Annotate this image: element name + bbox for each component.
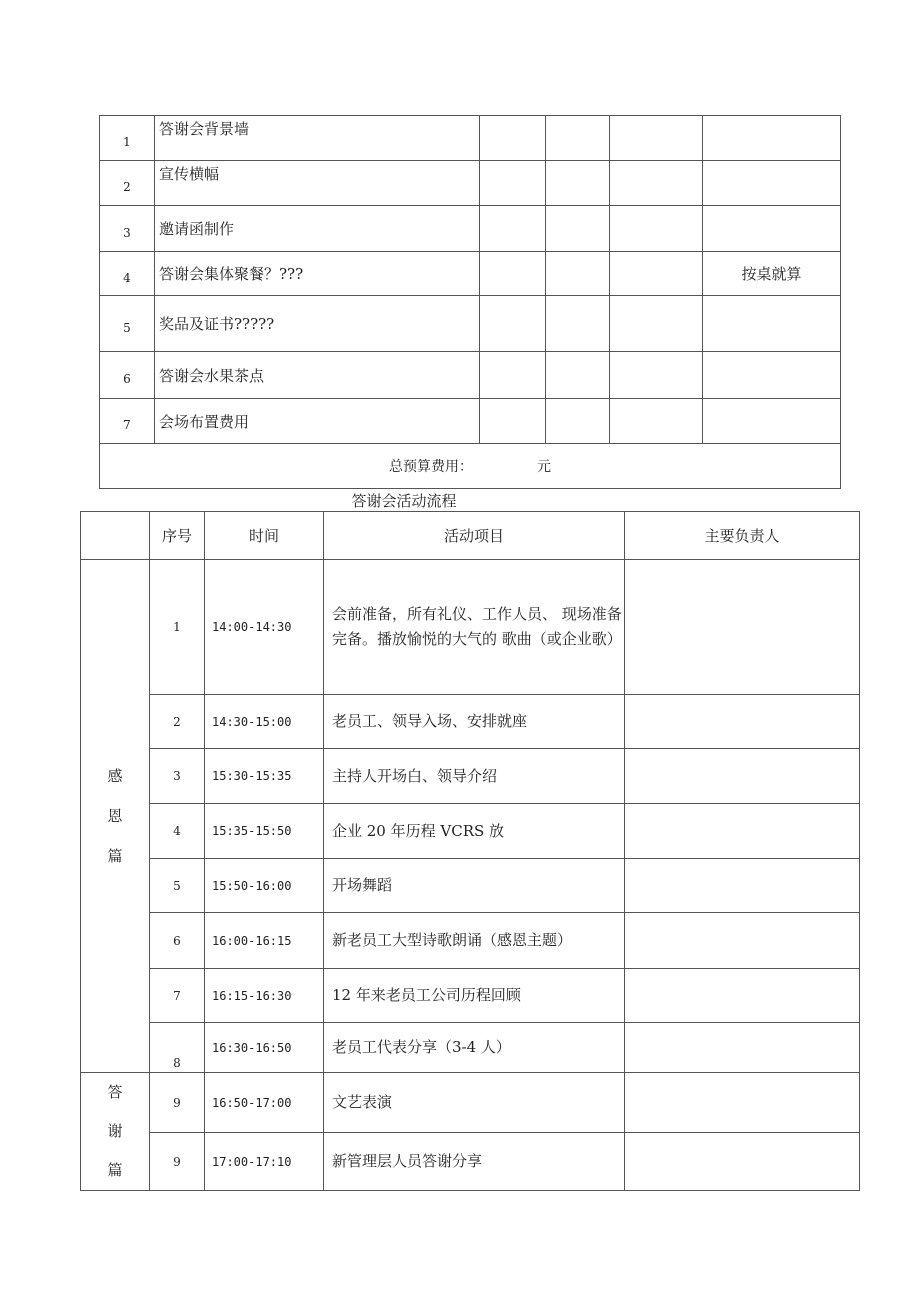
- flow-row-activity: 开场舞蹈: [324, 859, 625, 913]
- flow-row-time: 16:30-16:50: [205, 1023, 324, 1073]
- section-char: 恩: [107, 807, 123, 825]
- flow-row-owner: [625, 560, 860, 695]
- budget-cell: [480, 252, 546, 296]
- budget-row: [100, 352, 841, 399]
- flow-row: [81, 1023, 860, 1073]
- flow-row-time: 15:35-15:50: [205, 804, 324, 859]
- flow-row-owner: [625, 913, 860, 969]
- header-blank-cell: [81, 512, 150, 560]
- flow-row-number: 9: [150, 1073, 205, 1133]
- budget-row-note: [703, 161, 841, 206]
- budget-row-number: 3: [100, 206, 155, 252]
- section-thanks: [81, 1073, 150, 1191]
- budget-row: [100, 296, 841, 352]
- flow-row-activity: 12 年来老员工公司历程回顾: [324, 969, 625, 1023]
- flow-row-activity: 会前准备，所有礼仪、工作人员、 现场准备完备。播放愉悦的大气的 歌曲（或企业歌）: [324, 560, 625, 695]
- budget-row: [100, 161, 841, 206]
- flow-row-owner: [625, 1133, 860, 1191]
- budget-row-item: 邀请函制作: [155, 206, 480, 252]
- flow-row-time: 16:50-17:00: [205, 1073, 324, 1133]
- flow-row-activity: 文艺表演: [324, 1073, 625, 1133]
- flow-header-row: [81, 512, 860, 560]
- flow-row: [81, 859, 860, 913]
- budget-cell: [546, 296, 610, 352]
- flow-row-number: 1: [150, 560, 205, 695]
- flow-row-time: 14:00-14:30: [205, 560, 324, 695]
- section-char: 篇: [107, 1161, 123, 1179]
- flow-row: [81, 913, 860, 969]
- budget-total-label: 总预算费用：: [389, 459, 473, 475]
- flow-row-time: 17:00-17:10: [205, 1133, 324, 1191]
- flow-row-owner: [625, 695, 860, 749]
- budget-row-item: 奖品及证书?????: [155, 296, 480, 352]
- flow-row-activity: 新管理层人员答谢分享: [324, 1133, 625, 1191]
- budget-cell: [546, 206, 610, 252]
- budget-row-item: 会场布置费用: [155, 399, 480, 444]
- flow-row-number: 3: [150, 749, 205, 804]
- budget-table: [99, 115, 841, 489]
- flow-row-activity: 主持人开场白、领导介绍: [324, 749, 625, 804]
- flow-row-number: 2: [150, 695, 205, 749]
- budget-row-number: 7: [100, 399, 155, 444]
- flow-row-time: 15:50-16:00: [205, 859, 324, 913]
- budget-row-note: [703, 399, 841, 444]
- budget-row-number: 4: [100, 252, 155, 296]
- budget-row: [100, 399, 841, 444]
- section-char: 答: [107, 1083, 123, 1101]
- budget-row-number: 6: [100, 352, 155, 399]
- flow-row-owner: [625, 859, 860, 913]
- flow-row-number: 6: [150, 913, 205, 969]
- budget-cell: [546, 252, 610, 296]
- flow-row-number: 8: [150, 1023, 205, 1073]
- budget-total: [100, 444, 841, 489]
- flow-row-number: 5: [150, 859, 205, 913]
- flow-row: [81, 695, 860, 749]
- flow-row: [81, 969, 860, 1023]
- budget-row-item: 答谢会背景墙: [155, 116, 480, 161]
- section-char: 谢: [107, 1122, 123, 1140]
- flow-row-number: 9: [150, 1133, 205, 1191]
- budget-cell: [480, 116, 546, 161]
- budget-row-note: [703, 296, 841, 352]
- budget-cell: [546, 352, 610, 399]
- header-time: 时间: [205, 512, 324, 560]
- budget-row-note: [703, 116, 841, 161]
- budget-row: [100, 206, 841, 252]
- budget-row-note: [703, 352, 841, 399]
- budget-cell: [610, 206, 703, 252]
- flow-row: [81, 1073, 860, 1133]
- section-char: 篇: [107, 847, 123, 865]
- budget-row: [100, 116, 841, 161]
- flow-row-owner: [625, 969, 860, 1023]
- flow-table: [80, 511, 860, 1191]
- flow-row: [81, 749, 860, 804]
- flow-row: [81, 560, 860, 695]
- budget-cell: [480, 296, 546, 352]
- flow-row-time: 14:30-15:00: [205, 695, 324, 749]
- budget-total-unit: 元: [537, 459, 551, 475]
- flow-row-activity: 企业 20 年历程 VCRS 放: [324, 804, 625, 859]
- header-owner: 主要负责人: [625, 512, 860, 560]
- budget-total-row: [100, 444, 841, 489]
- budget-cell: [546, 399, 610, 444]
- flow-title: 答谢会活动流程: [351, 492, 457, 510]
- budget-cell: [546, 161, 610, 206]
- budget-row-item: 宣传横幅: [155, 161, 480, 206]
- flow-row-time: 15:30-15:35: [205, 749, 324, 804]
- budget-cell: [546, 116, 610, 161]
- budget-cell: [480, 161, 546, 206]
- flow-row: [81, 804, 860, 859]
- flow-row-owner: [625, 1073, 860, 1133]
- budget-row-note: [703, 206, 841, 252]
- flow-row-time: 16:00-16:15: [205, 913, 324, 969]
- flow-row-time: 16:15-16:30: [205, 969, 324, 1023]
- flow-row-owner: [625, 804, 860, 859]
- flow-row-owner: [625, 749, 860, 804]
- flow-row-activity: 新老员工大型诗歌朗诵（感恩主题）: [324, 913, 625, 969]
- budget-cell: [610, 399, 703, 444]
- budget-row-number: 2: [100, 161, 155, 206]
- header-seq: 序号: [150, 512, 205, 560]
- budget-row-number: 5: [100, 296, 155, 352]
- budget-cell: [610, 352, 703, 399]
- budget-row-number: 1: [100, 116, 155, 161]
- section-gratitude: [81, 560, 150, 1073]
- budget-cell: [480, 352, 546, 399]
- flow-row-number: 4: [150, 804, 205, 859]
- flow-row: [81, 1133, 860, 1191]
- budget-row-item: 答谢会水果茶点: [155, 352, 480, 399]
- budget-cell: [480, 206, 546, 252]
- header-activity: 活动项目: [324, 512, 625, 560]
- flow-row-activity: 老员工代表分享（3-4 人）: [324, 1023, 625, 1073]
- flow-row-owner: [625, 1023, 860, 1073]
- section-char: 感: [107, 767, 123, 785]
- budget-row-note: 按桌就算: [703, 252, 841, 296]
- flow-row-number: 7: [150, 969, 205, 1023]
- budget-cell: [480, 399, 546, 444]
- budget-cell: [610, 161, 703, 206]
- budget-cell: [610, 252, 703, 296]
- flow-row-activity: 老员工、领导入场、安排就座: [324, 695, 625, 749]
- budget-cell: [610, 116, 703, 161]
- budget-row-item: 答谢会集体聚餐？???: [155, 252, 480, 296]
- budget-cell: [610, 296, 703, 352]
- budget-row: [100, 252, 841, 296]
